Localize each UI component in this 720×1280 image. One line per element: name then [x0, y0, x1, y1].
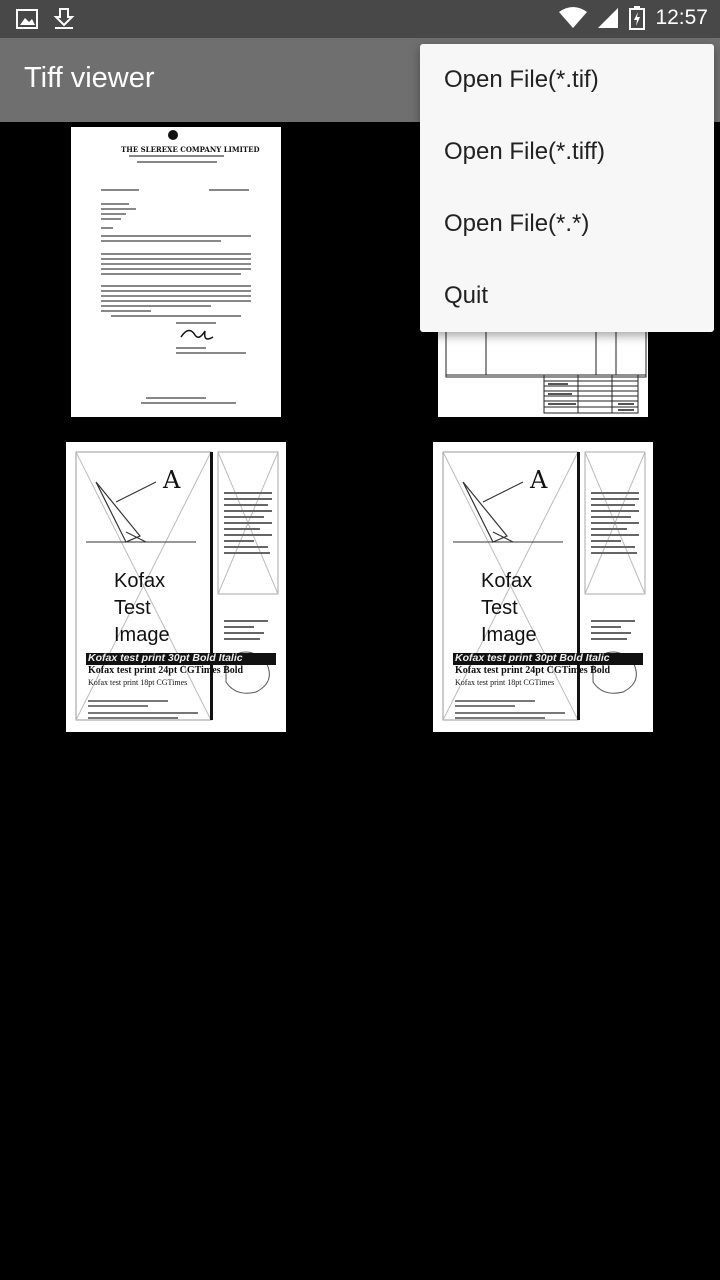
kofax-title-line: Kofax — [114, 570, 166, 592]
kofax-line-2: Kofax test print 24pt CGTimes Bold — [88, 665, 244, 676]
kofax-letter: A — [530, 466, 548, 494]
kofax-title-line: Image — [481, 624, 537, 646]
thumbnail-kofax-2[interactable] — [433, 442, 653, 732]
menu-item-open-all[interactable]: Open File(*.*) — [444, 210, 590, 237]
menu-item-open-tif[interactable]: Open File(*.tif) — [444, 66, 599, 93]
kofax-line-3: Kofax test print 18pt CGTimes — [88, 678, 188, 687]
thumbnail-kofax-1[interactable] — [66, 442, 286, 732]
image-icon — [16, 9, 38, 29]
battery-icon — [629, 6, 645, 30]
wifi-icon — [559, 7, 587, 29]
thumbnail-letter[interactable] — [71, 127, 281, 417]
signal-icon — [597, 7, 619, 29]
status-bar — [0, 0, 720, 38]
app-title: Tiff viewer — [24, 62, 155, 94]
letter-heading: THE SLEREXE COMPANY LIMITED — [121, 145, 260, 154]
kofax-letter: A — [163, 466, 181, 494]
download-icon — [52, 8, 76, 30]
menu-item-quit[interactable]: Quit — [444, 282, 489, 309]
kofax-title-line: Test — [114, 597, 151, 619]
menu-item-open-tiff[interactable]: Open File(*.tiff) — [444, 138, 605, 165]
kofax-title-line: Test — [481, 597, 518, 619]
kofax-line-3: Kofax test print 18pt CGTimes — [455, 678, 555, 687]
kofax-title — [481, 568, 537, 649]
kofax-title — [114, 568, 170, 649]
clock: 12:57 — [655, 6, 708, 29]
kofax-line-1: Kofax test print 30pt Bold Italic — [88, 652, 243, 664]
kofax-title-line: Kofax — [481, 570, 533, 592]
overflow-menu — [420, 44, 714, 332]
kofax-line-2: Kofax test print 24pt CGTimes Bold — [455, 665, 611, 676]
kofax-title-line: Image — [114, 624, 170, 646]
kofax-line-1: Kofax test print 30pt Bold Italic — [455, 652, 610, 664]
